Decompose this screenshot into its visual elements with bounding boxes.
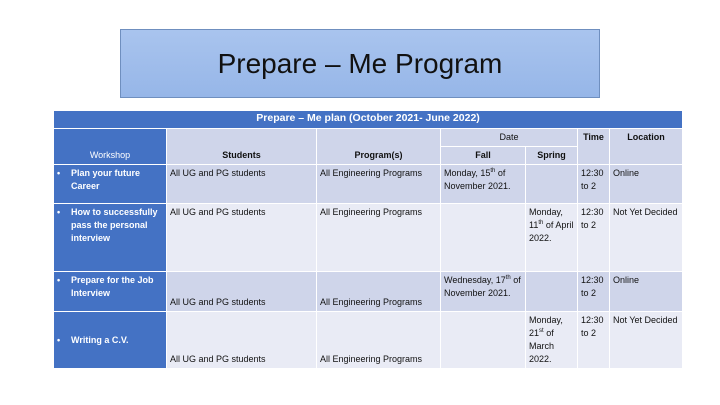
workshop-cell: • Plan your future Career: [54, 165, 167, 204]
time-cell: 12:30 to 2: [578, 165, 610, 204]
spring-date-cell: [526, 272, 578, 312]
table-row: [54, 272, 683, 312]
time-cell: 12:30 to 2: [578, 312, 610, 369]
spring-header: Spring: [526, 147, 578, 165]
students-cell: All UG and PG students: [167, 272, 317, 312]
location-cell: Not Yet Decided: [610, 312, 683, 369]
students-cell: All UG and PG students: [167, 204, 317, 272]
table-row: [54, 312, 683, 369]
programs-cell: All Engineering Programs: [317, 272, 441, 312]
workshop-cell: • How to successfully pass the personal interview: [54, 204, 167, 272]
fall-date-cell: [441, 204, 526, 272]
location-cell: Online: [610, 165, 683, 204]
table-row: [54, 165, 683, 204]
spring-date-cell: Monday, 21st of March 2022.: [526, 312, 578, 369]
students-cell: All UG and PG students: [167, 312, 317, 369]
fall-date-cell: [441, 312, 526, 369]
program-plan-table: [53, 110, 683, 369]
spring-date-cell: Monday, 11th of April 2022.: [526, 204, 578, 272]
workshop-cell: • Writing a C.V.: [54, 312, 167, 369]
time-cell: 12:30 to 2: [578, 272, 610, 312]
bullet-icon: •: [57, 334, 61, 345]
bullet-icon: •: [57, 168, 61, 178]
slide-title-box: [120, 29, 600, 98]
slide-title: Prepare – Me Program: [217, 47, 503, 79]
programs-header: Program(s): [317, 129, 441, 165]
table-row: [54, 204, 683, 272]
fall-date-cell: Wednesday, 17th of November 2021.: [441, 272, 526, 312]
bullet-icon: •: [57, 207, 61, 217]
students-header: Students: [167, 129, 317, 165]
programs-cell: All Engineering Programs: [317, 165, 441, 204]
time-header: Time: [578, 129, 610, 165]
bullet-icon: •: [57, 275, 61, 285]
spring-date-cell: [526, 165, 578, 204]
programs-cell: All Engineering Programs: [317, 204, 441, 272]
location-cell: Online: [610, 272, 683, 312]
table-banner: Prepare – Me plan (October 2021- June 2022): [54, 111, 683, 129]
date-header: Date: [441, 129, 578, 147]
fall-header: Fall: [441, 147, 526, 165]
programs-cell: All Engineering Programs: [317, 312, 441, 369]
students-cell: All UG and PG students: [167, 165, 317, 204]
workshop-header: Workshop: [54, 129, 167, 165]
fall-date-cell: Monday, 15th of November 2021.: [441, 165, 526, 204]
location-cell: Not Yet Decided: [610, 204, 683, 272]
time-cell: 12:30 to 2: [578, 204, 610, 272]
workshop-cell: • Prepare for the Job Interview: [54, 272, 167, 312]
location-header: Location: [610, 129, 683, 165]
